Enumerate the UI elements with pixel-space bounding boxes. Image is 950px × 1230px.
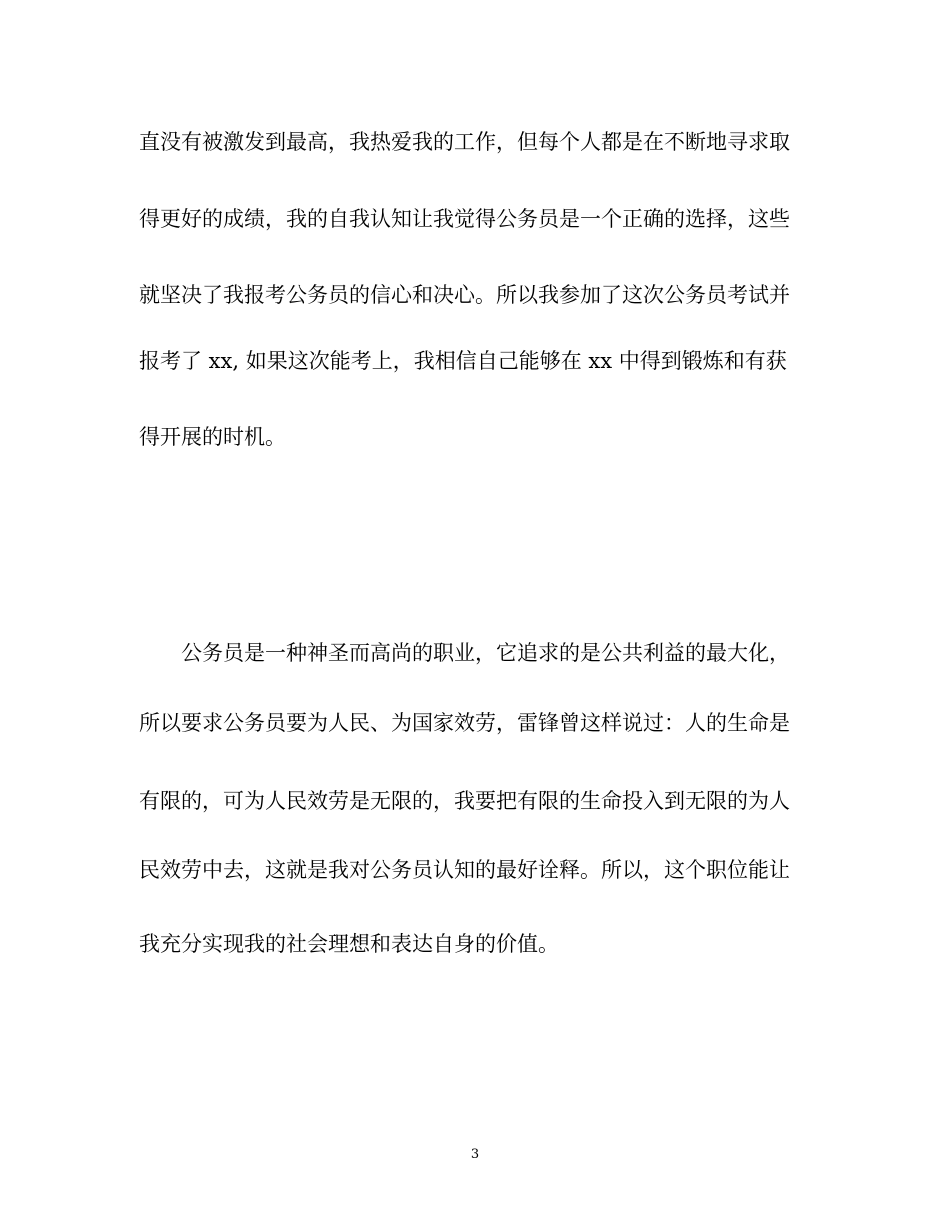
paragraph-line: 直没有被激发到最高，我热爱我的工作，但每个人都是在不断地寻求取 (139, 130, 790, 154)
paragraph-line: 公务员是一种神圣而高尚的职业，它追求的是公共利益的最大化， (181, 641, 790, 665)
paragraph-line: 得更好的成绩，我的自我认知让我觉得公务员是一个正确的选择，这些 (139, 207, 790, 231)
paragraph-line: 得开展的时机。 (139, 425, 286, 449)
paragraph-line: 民效劳中去，这就是我对公务员认知的最好诠释。所以，这个职位能让 (139, 858, 790, 882)
paragraph-line: 就坚决了我报考公务员的信心和决心。所以我参加了这次公务员考试并 (139, 283, 790, 307)
page-number: 3 (470, 1147, 480, 1162)
paragraph-line: 报考了 xx, 如果这次能考上，我相信自己能够在 xx 中得到锻炼和有获 (139, 349, 787, 373)
paragraph-line: 所以要求公务员要为人民、为国家效劳，雷锋曾这样说过：人的生命是 (139, 711, 790, 735)
paragraph-line: 我充分实现我的社会理想和表达自身的价值。 (139, 932, 559, 956)
paragraph-line: 有限的，可为人民效劳是无限的，我要把有限的生命投入到无限的为人 (139, 789, 790, 813)
